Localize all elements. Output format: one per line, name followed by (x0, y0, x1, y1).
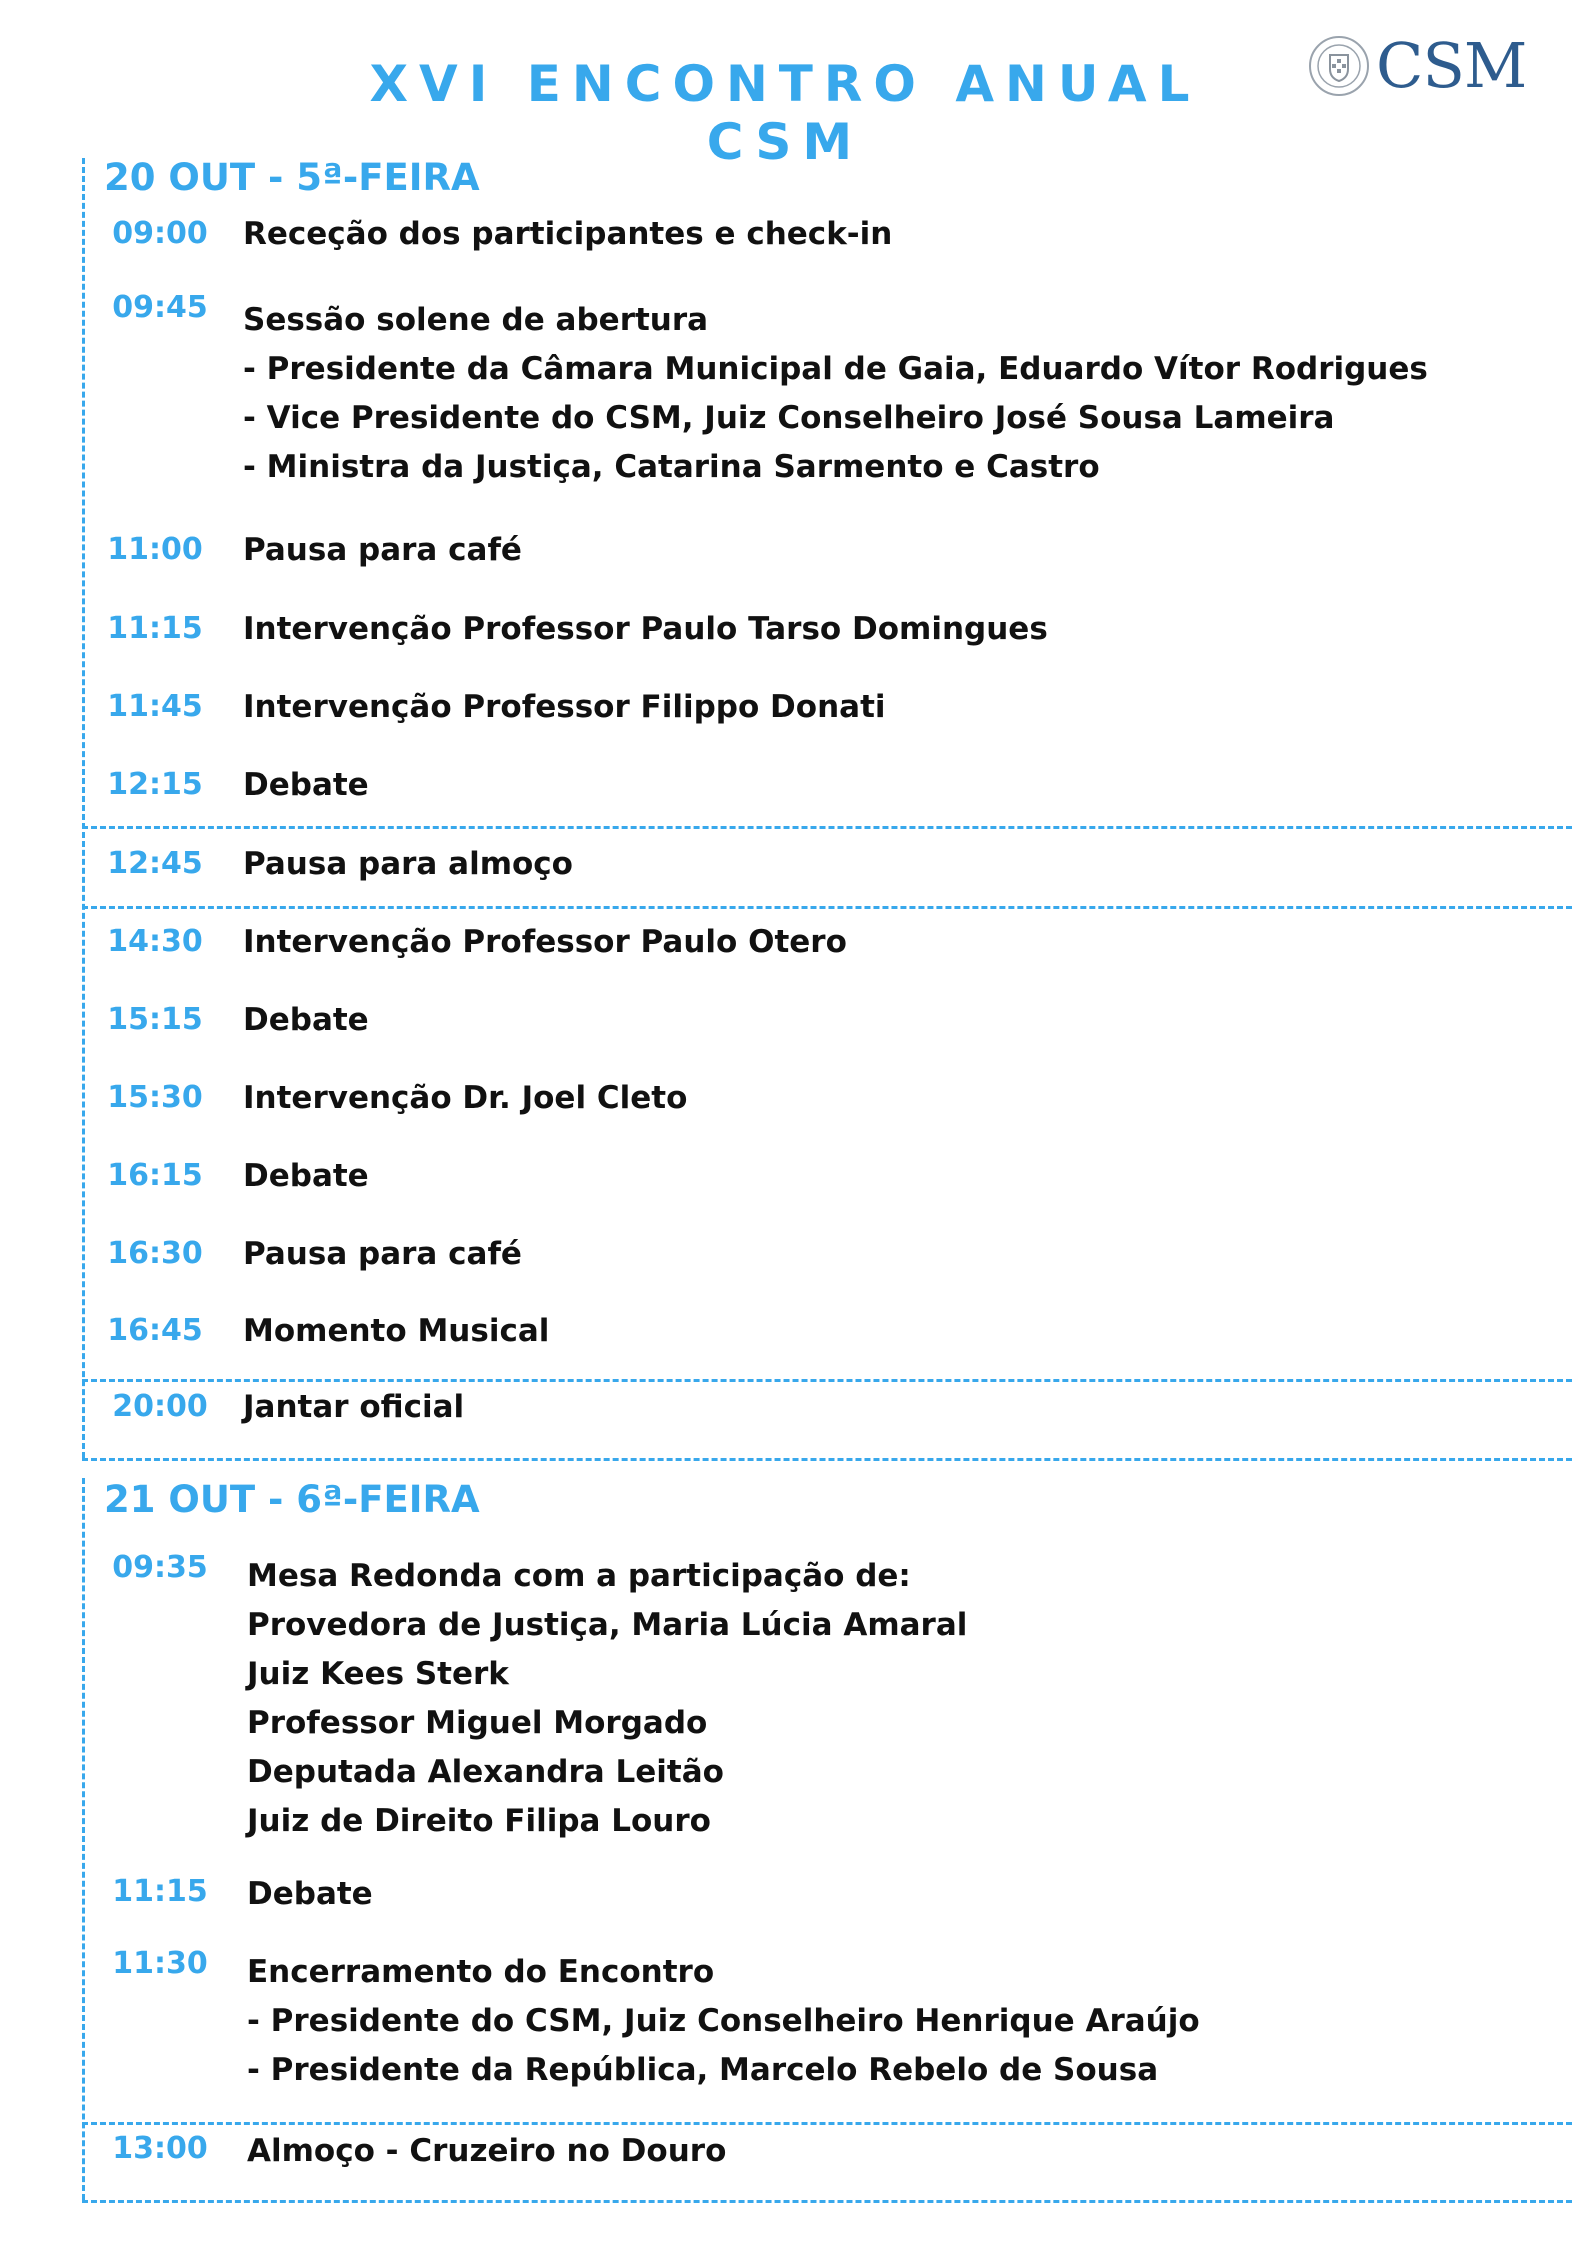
session-line: Professor Miguel Morgado (247, 1705, 708, 1741)
session-time: 11:15 (112, 1874, 208, 1909)
session-line: Almoço - Cruzeiro no Douro (247, 2133, 727, 2169)
session-time: 15:30 (107, 1080, 203, 1115)
session-line: Jantar oficial (243, 1389, 465, 1425)
session-line: - Vice Presidente do CSM, Juiz Conselheiro José Sousa Lameira (243, 400, 1335, 436)
page-title: XVI ENCONTRO ANUAL CSM (369, 55, 1201, 171)
session-line: Intervenção Professor Filippo Donati (243, 689, 886, 725)
session-time: 09:35 (112, 1550, 208, 1585)
session-line: Encerramento do Encontro (247, 1954, 715, 1990)
session-line: Receção dos participantes e check-in (243, 216, 893, 252)
session-time: 11:30 (112, 1946, 208, 1981)
coat-of-arms-icon (1308, 35, 1370, 97)
day-heading: 20 OUT - 5ª-FEIRA (104, 156, 480, 199)
session-line: Debate (243, 1158, 369, 1194)
session-time: 11:15 (107, 611, 203, 646)
session-time: 13:00 (112, 2131, 208, 2166)
day-heading: 21 OUT - 6ª-FEIRA (104, 1478, 480, 1521)
session-description (247, 2127, 726, 2176)
session-description (243, 526, 522, 575)
session-line: - Presidente da Câmara Municipal de Gaia, Eduardo Vítor Rodrigues (243, 351, 1428, 387)
session-line: Juiz de Direito Filipa Louro (247, 1803, 711, 1839)
session-time: 16:45 (107, 1313, 203, 1348)
session-time: 16:30 (107, 1236, 203, 1271)
session-time: 12:15 (107, 767, 203, 802)
session-time: 12:45 (107, 846, 203, 881)
session-description (243, 840, 573, 889)
session-line: Intervenção Dr. Joel Cleto (243, 1080, 688, 1116)
session-description (243, 996, 369, 1045)
separator (82, 826, 1572, 829)
session-line: Provedora de Justiça, Maria Lúcia Amaral (247, 1607, 968, 1643)
session-description (243, 761, 369, 810)
session-time: 09:00 (112, 216, 208, 251)
session-description (243, 1230, 522, 1279)
session-description (243, 1307, 549, 1356)
session-line: - Presidente da República, Marcelo Rebelo de Sousa (247, 2052, 1159, 2088)
session-time: 11:00 (107, 532, 203, 567)
session-line: Deputada Alexandra Leitão (247, 1754, 724, 1790)
session-line: Intervenção Professor Paulo Otero (243, 924, 847, 960)
session-description (243, 683, 886, 732)
session-description (243, 918, 847, 967)
session-description (243, 1152, 369, 1201)
session-time: 16:15 (107, 1158, 203, 1193)
logo-wordmark: CSM (1376, 29, 1527, 102)
separator (82, 1379, 1572, 1382)
session-line: Mesa Redonda com a participação de: (247, 1558, 911, 1594)
session-line: Juiz Kees Sterk (247, 1656, 509, 1692)
session-line: - Ministra da Justiça, Catarina Sarmento e Castro (243, 449, 1100, 485)
session-time: 15:15 (107, 1002, 203, 1037)
session-line: Intervenção Professor Paulo Tarso Domingues (243, 611, 1048, 647)
session-description (243, 210, 892, 259)
session-line: Pausa para almoço (243, 846, 573, 882)
session-line: Debate (247, 1876, 373, 1912)
day2-rail (82, 1478, 85, 2200)
session-line: Pausa para café (243, 532, 522, 568)
session-line: Debate (243, 767, 369, 803)
session-description (247, 1552, 967, 1846)
day1-rail (82, 158, 85, 1458)
session-line: - Presidente do CSM, Juiz Conselheiro Henrique Araújo (247, 2003, 1200, 2039)
session-time: 11:45 (107, 689, 203, 724)
separator (82, 1458, 1572, 1461)
session-description (247, 1948, 1200, 2095)
session-description (243, 1074, 687, 1123)
session-line: Debate (243, 1002, 369, 1038)
separator (82, 2200, 1572, 2203)
session-description (247, 1870, 373, 1919)
session-time: 20:00 (112, 1389, 208, 1424)
session-time: 09:45 (112, 290, 208, 325)
session-time: 14:30 (107, 924, 203, 959)
session-description (243, 1383, 464, 1432)
session-description (243, 605, 1048, 654)
separator (82, 906, 1572, 909)
session-line: Sessão solene de abertura (243, 302, 709, 338)
session-line: Pausa para café (243, 1236, 522, 1272)
csm-logo (1308, 30, 1538, 102)
separator (82, 2122, 1572, 2125)
session-line: Momento Musical (243, 1313, 550, 1349)
session-description (243, 296, 1428, 492)
